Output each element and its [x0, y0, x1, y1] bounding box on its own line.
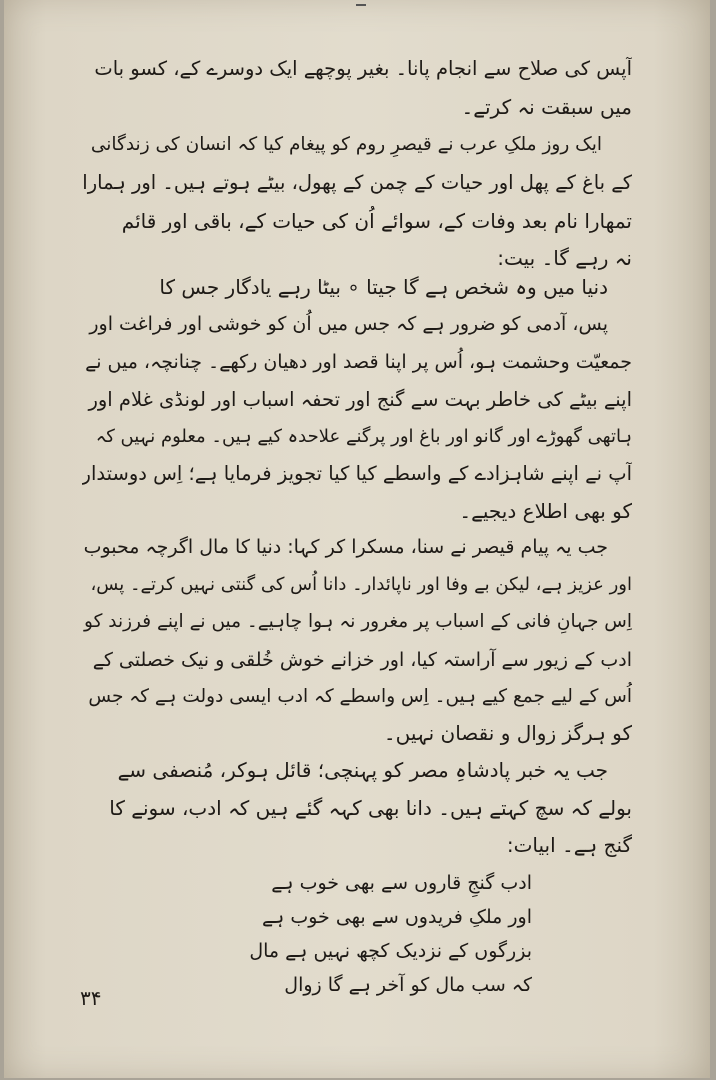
- text-line-3: ایک روز ملکِ عرب نے قیصرِ روم کو پیغام کیا کہ انسان کی زندگانی: [90, 134, 602, 155]
- text-line-20: جب یہ خبر پادشاہِ مصر کو پہنچی؛ قائل ہوکر، مُنصفی سے: [117, 758, 608, 782]
- text-line-22: گنج ہے۔ ابیات:: [506, 833, 632, 857]
- text-line-9: جمعیّت وحشمت ہو، اُس پر اپنا قصد اور دھیان رکھے۔ چنانچہ، میں نے: [85, 351, 632, 373]
- text-line-4: کے باغ کے پھل اور حیات کے چمن کے پھول، بیٹے ہوتے ہیں۔ اور ہمارا: [82, 171, 632, 194]
- verse-line-2: اور ملکِ فریدوں سے بھی خوب ہے: [262, 906, 532, 928]
- text-line-19: کو ہرگز زوال و نقصان نہیں۔: [383, 721, 632, 745]
- text-line-11: ہاتھی گھوڑے اور گانو اور باغ اور پرگنے علاحدہ کیے ہیں۔ معلوم نہیں کہ: [95, 426, 632, 447]
- text-line-8: پس، آدمی کو ضرور ہے کہ جس میں اُن کو خوشی اور فراغت اور: [89, 313, 608, 335]
- text-line-12: آپ نے اپنے شاہزادے کے واسطے کیا کیا تجویز فرمایا ہے؛ اِس دوستدار: [82, 462, 632, 485]
- page-mark: [356, 4, 366, 6]
- text-line-17: ادب کے زیور سے آراستہ کیا، اور خزانے خوش خُلقی و نیک خصلتی کے: [92, 649, 632, 671]
- verse-line-1: ادب گنجِ قاروں سے بھی خوب ہے: [271, 872, 532, 894]
- text-line-10: اپنے بیٹے کی خاطر بہت سے گنج اور تحفہ اسباب اور لونڈی غلام اور: [88, 388, 632, 411]
- text-line-18: اُس کے لیے جمع کیے ہیں۔ اِس واسطے کہ ادب ایسی دولت ہے کہ جس: [88, 686, 632, 707]
- text-line-13: کو بھی اطلاع دیجیے۔: [459, 499, 632, 523]
- couplet-line: دنیا میں وہ شخص ہے گا جیتا ∘ بیٹا رہے یادگار جس کا: [159, 275, 608, 299]
- book-page: [4, 0, 710, 1078]
- text-line-15: اور عزیز ہے، لیکن بے وفا اور ناپائدار۔ دانا اُس کی گنتی نہیں کرتے۔ پس،: [90, 574, 632, 595]
- text-line-21: بولے کہ سچ کہتے ہیں۔ دانا بھی کہہ گئے ہیں کہ ادب، سونے کا: [109, 796, 632, 820]
- text-line-2: میں سبقت نہ کرتے۔: [461, 95, 632, 119]
- page-number: ۳۴: [80, 986, 102, 1010]
- text-line-1: آپس کی صلاح سے انجام پانا۔ بغیر پوچھے ایک دوسرے کے، کسو بات: [94, 57, 632, 80]
- text-line-16: اِس جہانِ فانی کے اسباب پر مغرور نہ ہوا چاہیے۔ میں نے اپنے فرزند کو: [84, 611, 632, 632]
- text-line-6: نہ رہے گا۔ بیت:: [497, 246, 632, 270]
- text-line-14: جب یہ پیام قیصر نے سنا، مسکرا کر کہا: دنیا کا مال اگرچہ محبوب: [83, 536, 608, 558]
- text-line-5: تمھارا نام بعد وفات کے، سوائے اُن کی حیات کے، باقی اور قائم: [121, 209, 632, 233]
- verse-line-4: کہ سب مال کو آخر ہے گا زوال: [284, 974, 532, 996]
- verse-line-3: بزرگوں کے نزدیک کچھ نہیں ہے مال: [249, 940, 532, 962]
